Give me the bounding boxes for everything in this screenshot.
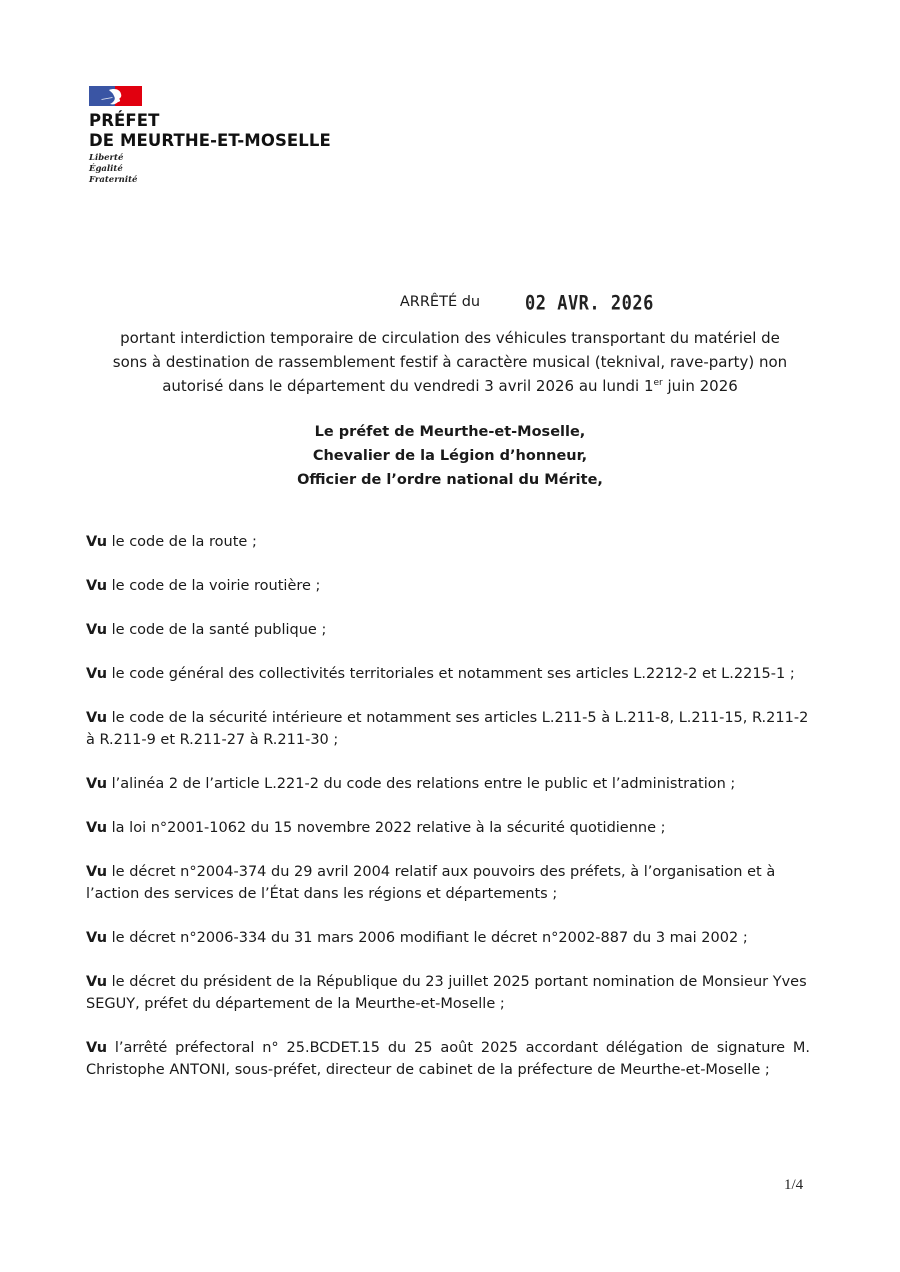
visa-text: le code de la voirie routière ;: [107, 578, 321, 594]
motto-egalite: Égalité: [89, 164, 123, 174]
visa-text: le code de la santé publique ;: [107, 622, 327, 638]
subject-text: juin 2026: [662, 377, 738, 395]
motto-liberte: Liberté: [89, 153, 124, 163]
visa-text: le code général des collectivités territoriales et notamment ses articles L.2212-2 et L.2215-1 ;: [107, 666, 795, 682]
motto-fraternite: Fraternité: [89, 175, 138, 185]
visa-lead: Vu: [86, 776, 108, 792]
visa-text: le décret n°2004-374 du 29 avril 2004 relatif aux pouvoirs des préfets, à l’organisation et à l’action des services de l’État dans les régions et départements ;: [86, 864, 776, 902]
visa-lead: Vu: [86, 710, 108, 726]
prefect-titles: [0, 420, 900, 492]
visa-item: [86, 707, 810, 751]
visa-item: [86, 927, 810, 949]
prefecture-logo: [89, 86, 331, 186]
ordinal-superscript: er: [653, 378, 663, 388]
visa-lead: Vu: [86, 1040, 108, 1056]
visas-list: [86, 531, 810, 1103]
subject-line: sons à destination de rassemblement festif à caractère musical (teknival, rave-party) non: [112, 353, 788, 371]
page-number: 1/4: [784, 1177, 804, 1193]
arrete-label: ARRÊTÉ du: [399, 294, 481, 310]
visa-item: [86, 619, 810, 641]
arrete-subject: [90, 326, 810, 398]
subject-text: autorisé dans le département du vendredi 3 avril 2026 au lundi 1: [162, 377, 654, 395]
org-name-line1: PRÉFET: [89, 111, 160, 130]
subject-line: [90, 374, 810, 398]
org-name-line2: DE MEURTHE-ET-MOSELLE: [89, 131, 331, 150]
visa-lead: Vu: [86, 864, 108, 880]
visa-text: l’arrêté préfectoral n° 25.BCDET.15 du 25 août 2025 accordant délégation de signature M. Christophe ANTONI, sous-préfet, directeur de cabinet de la préfecture de Meurthe-et-Moselle ;: [86, 1040, 810, 1078]
visa-text: l’alinéa 2 de l’article L.221-2 du code des relations entre le public et l’administration ;: [107, 776, 736, 792]
visa-lead: Vu: [86, 974, 108, 990]
visa-text: le code de la sécurité intérieure et notamment ses articles L.211-5 à L.211-8, L.211-15, R.211-2 à R.211-9 et R.211-27 à R.211-30 ;: [86, 710, 809, 748]
visa-item: [86, 663, 810, 685]
visa-lead: Vu: [86, 622, 108, 638]
visa-item: [86, 773, 810, 795]
subject-line: portant interdiction temporaire de circulation des véhicules transportant du matériel de: [120, 329, 780, 347]
visa-text: le décret du président de la République du 23 juillet 2025 portant nomination de Monsieur Yves SEGUY, préfet du département de la Meurthe-et-Moselle ;: [86, 974, 807, 1012]
visa-text: le décret n°2006-334 du 31 mars 2006 modifiant le décret n°2002-887 du 3 mai 2002 ;: [107, 930, 748, 946]
visa-lead: Vu: [86, 666, 108, 682]
visa-item: [86, 1037, 810, 1081]
republic-motto: [89, 153, 331, 186]
visa-lead: Vu: [86, 820, 108, 836]
visa-item: [86, 575, 810, 597]
visa-item: [86, 971, 810, 1015]
visa-text: la loi n°2001-1062 du 15 novembre 2022 relative à la sécurité quotidienne ;: [107, 820, 666, 836]
visa-lead: Vu: [86, 534, 108, 550]
visa-lead: Vu: [86, 578, 108, 594]
marianne-flag-icon: [89, 86, 142, 106]
prefect-line: Officier de l’ordre national du Mérite,: [297, 472, 603, 488]
prefect-line: Le préfet de Meurthe-et-Moselle,: [314, 424, 586, 440]
visa-item: [86, 531, 810, 553]
visa-item: [86, 861, 810, 905]
prefect-line: Chevalier de la Légion d’honneur,: [312, 448, 588, 464]
visa-item: [86, 817, 810, 839]
visa-lead: Vu: [86, 930, 108, 946]
date-stamp: 02 AVR. 2026: [525, 292, 654, 315]
visa-text: le code de la route ;: [107, 534, 257, 550]
title-row: [0, 292, 900, 312]
